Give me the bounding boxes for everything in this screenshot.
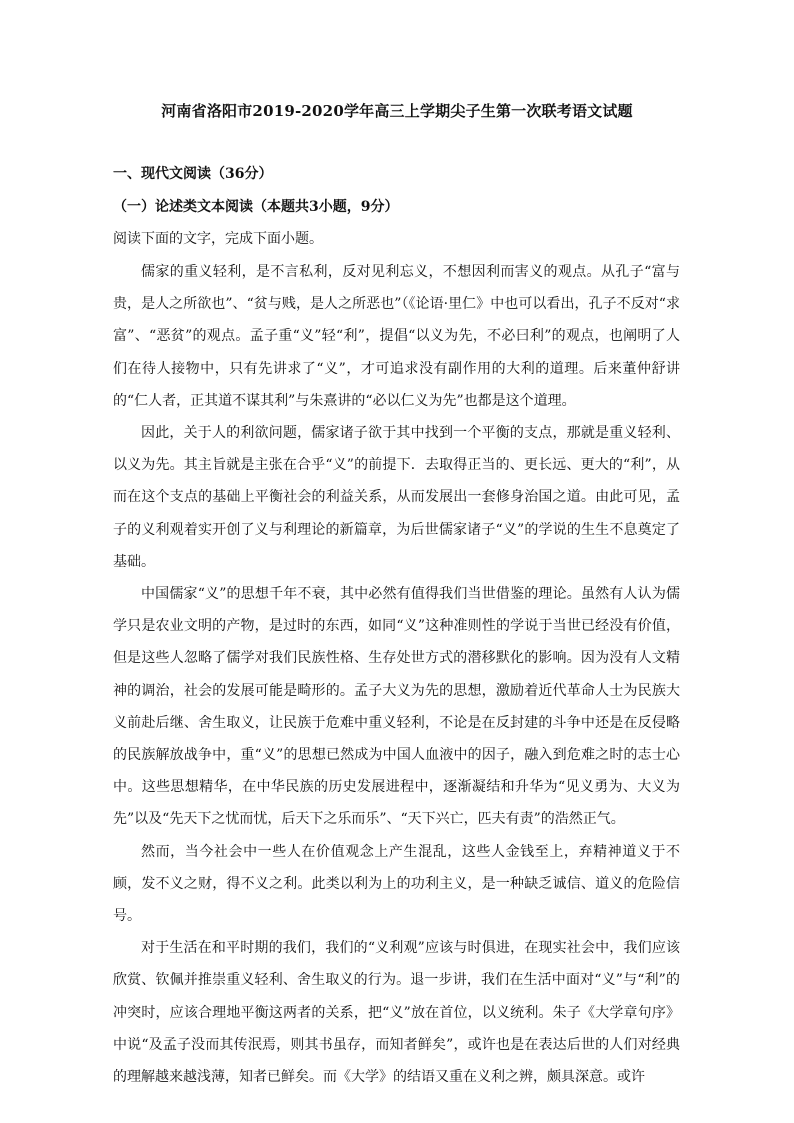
passage-body: [113, 256, 680, 1093]
paragraph-3: 中国儒家“义”的思想千年不衰，其中必然有值得我们当世借鉴的理论。虽然有人认为儒学只是农业文明的产物，是过时的东西，如同“义”这种准则性的学说于当世已经没有价值，但是这些人忽略了儒学对我们民族性格、生存处世方式的潜移默化的影响。因为没有人文精神的调治，社会的发展可能是畸形的。孟子大义为先的思想，激励着近代革命人士为民族大义前赴后继、舍生取义，让民族于危难中重义轻利，不论是在反封建的斗争中还是在反侵略的民族解放战争中，重“义”的思想已然成为中国人血液中的因子，融入到危难之时的志士心中。这些思想精华，在中华民族的历史发展进程中，逐渐凝结和升华为“见义勇为、大义为先”以及“先天下之忧而忧，后天下之乐而乐”、“天下兴亡，匹夫有责”的浩然正气。: [113, 586, 680, 828]
subsection-heading: （一）论述类文本阅读（本题共3小题，9分）: [113, 199, 399, 215]
section-heading: 一、现代文阅读（36分）: [113, 166, 273, 182]
paragraph-4: 然而，当今社会中一些人在价值观念上产生混乱，这些人金钱至上，弃精神道义于不顾，发不义之财，得不义之利。此类以利为上的功利主义，是一种缺乏诚信、道义的危险信号。: [113, 843, 680, 925]
paragraph-5: 对于生活在和平时期的我们，我们的“义利观”应该与时俱进，在现实社会中，我们应该欣赏、钦佩并推崇重义轻利、舍生取义的行为。退一步讲，我们在生活中面对“义”与“利”的冲突时，应该合理地平衡这两者的关系，把“义”放在首位，以义统利。朱子《大学章句序》中说“及孟子没而其传泯焉，则其书虽存，而知者鲜矣”，或许也是在表达后世的人们对经典的理解越来越浅薄，知者已鲜矣。而《大学》的结语又重在义利之辨，颇具深意。或许: [113, 940, 680, 1086]
reading-instruction: 阅读下面的文字，完成下面小题。: [113, 231, 323, 247]
paragraph-2: 因此，关于人的利欲问题，儒家诸子欲于其中找到一个平衡的支点，那就是重义轻利、以义为先。其主旨就是主张在合乎“义”的前提下．去取得正当的、更长远、更大的“利”，从而在这个支点的基础上平衡社会的利益关系，从而发展出一套修身治国之道。由此可见，孟子的义利观着实开创了义与利理论的新篇章，为后世儒家诸子“义”的学说的生生不息奠定了基础。: [113, 425, 680, 570]
document-title: 河南省洛阳市2019-2020学年高三上学期尖子生第一次联考语文试题: [161, 102, 633, 120]
paragraph-1: 儒家的重义轻利，是不言私利，反对见利忘义，不想因利而害义的观点。从孔子“富与贵，是人之所欲也”、“贫与贱，是人之所恶也”（《论语·里仁》中也可以看出，孔子不反对“求富”、“恶贫”的观点。孟子重“义”轻“利”，提倡“以义为先，不必曰利”的观点，也阐明了人们在待人接物中，只有先讲求了“义”，才可追求没有副作用的大利的道理。后来董仲舒讲的“仁人者，正其道不谋其利”与朱熹讲的“必以仁义为先”也都是这个道理。: [113, 264, 680, 409]
